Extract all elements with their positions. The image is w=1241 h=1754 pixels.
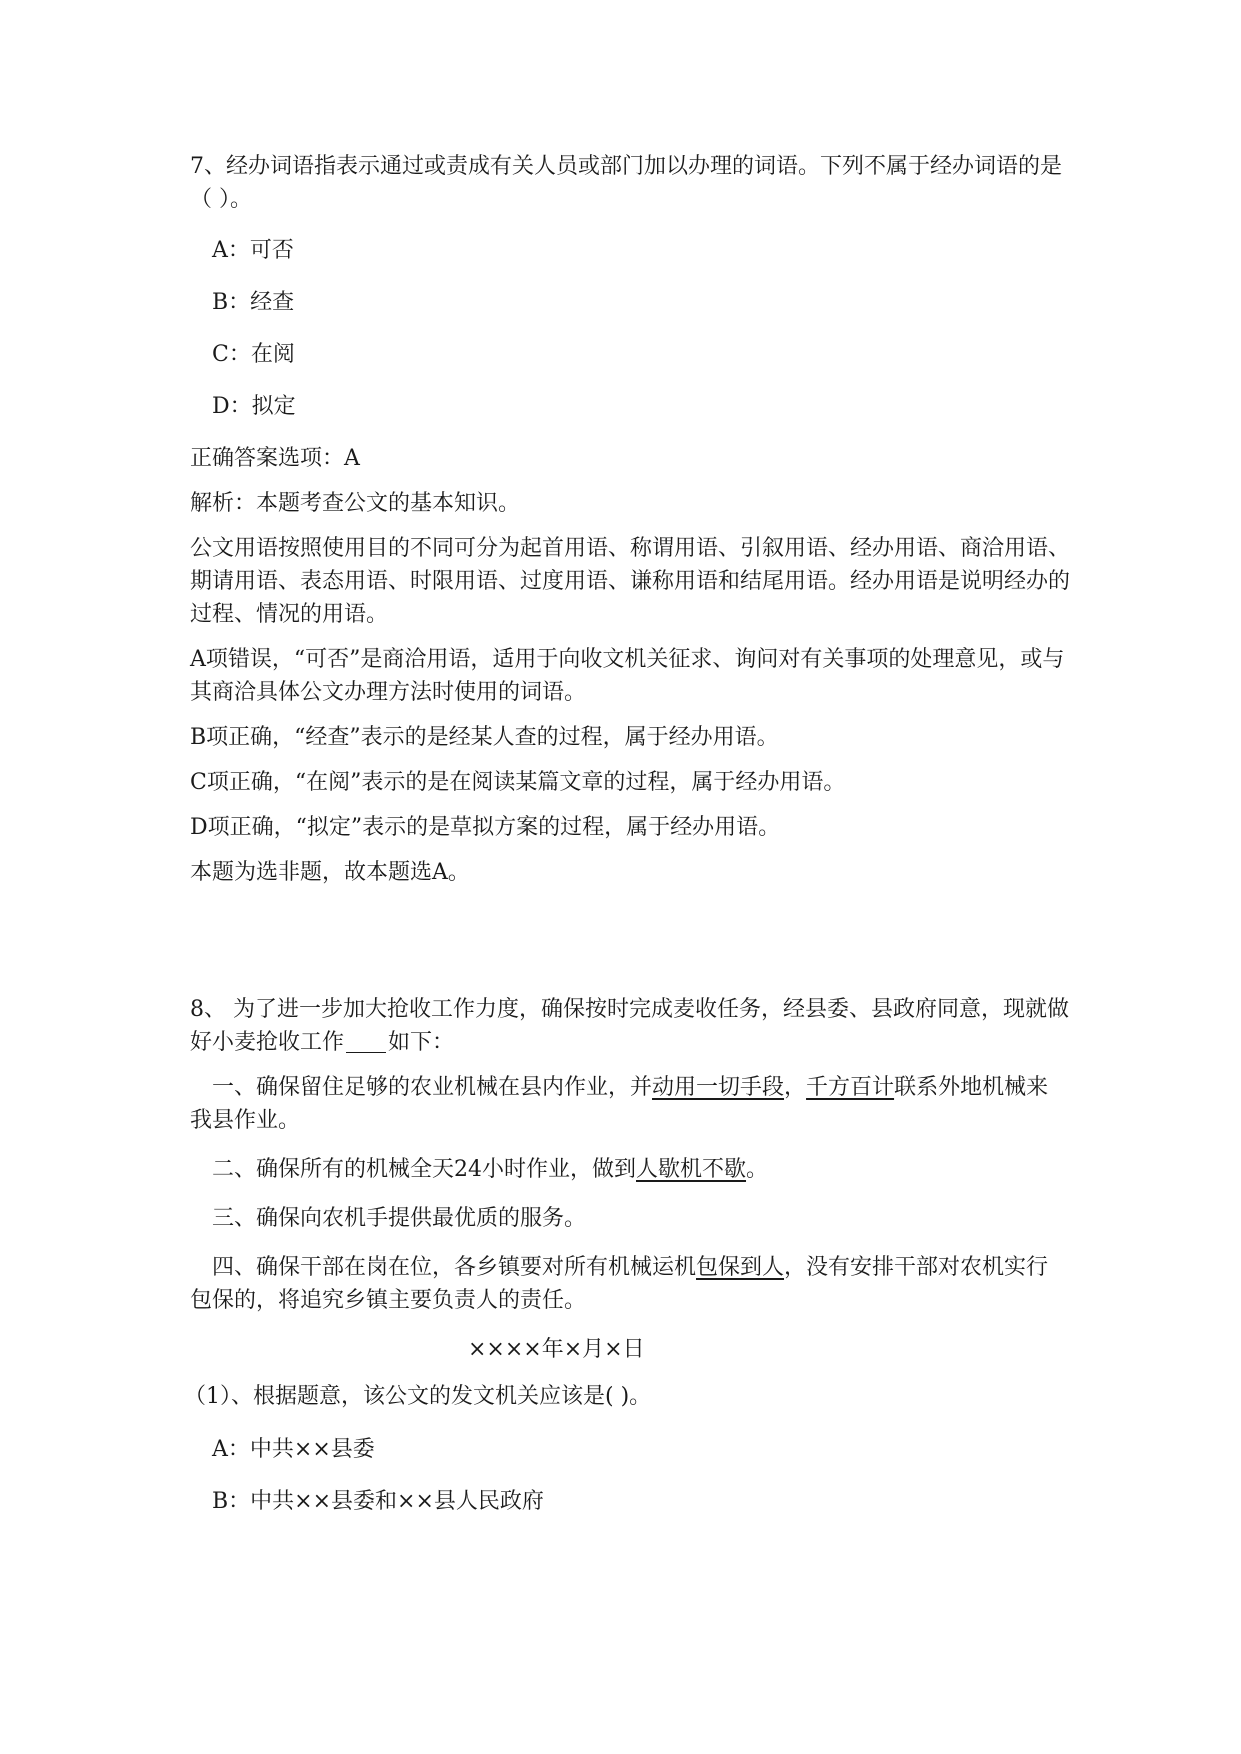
fill-in-blank (346, 1030, 386, 1053)
underlined-phrase: 包保到人 (696, 1255, 785, 1280)
underlined-phrase: 人歇机不歇 (636, 1157, 747, 1182)
question-7-stem: 7、经办词语指表示通过或责成有关人员或部门加以办理的词语。下列不属于经办词语的是（ ）。 (190, 154, 1063, 212)
question-7-option-b: B：经查 (212, 290, 295, 315)
question-7-conclusion: 本题为选非题，故本题选A。 (190, 860, 470, 885)
underlined-phrase: 千方百计 (806, 1075, 895, 1100)
question-8-option-b: B：中共××县委和××县人民政府 (212, 1489, 544, 1514)
question-spacer (190, 901, 1070, 993)
question-7-analysis-paragraph: B项正确，“经查”表示的是经某人查的过程，属于经办用语。 (190, 725, 779, 750)
notice-item-1-text: 联系外地机械来我县作业。 (190, 1075, 1049, 1133)
question-8-stem-text: 8、 为了进一步加大抢收工作力度，确保按时完成麦收任务，经县委、县政府同意，现就做好小麦抢收工作 (190, 997, 1069, 1055)
notice-item-4-text: 四、确保干部在岗在位，各乡镇要对所有机械运机 (212, 1255, 697, 1280)
notice-item-4-text: ，没有安排干部对农机实行包保的，将追究乡镇主要负责人的责任。 (190, 1255, 1049, 1313)
question-8-stem (190, 993, 1070, 1059)
question-7-option-d: D：拟定 (212, 394, 296, 419)
notice-item-2 (190, 1153, 1070, 1186)
question-7-analysis-paragraph: 公文用语按照使用目的不同可分为起首用语、称谓用语、引叙用语、经办用语、商洽用语、期请用语、表态用语、时限用语、过度用语、谦称用语和结尾用语。经办用语是说明经办的过程、情况的用语。 (190, 536, 1071, 627)
notice-item-2-text: 。 (746, 1157, 769, 1182)
question-7-analysis-paragraph: D项正确，“拟定”表示的是草拟方案的过程，属于经办用语。 (190, 815, 781, 840)
question-7-answer: 正确答案选项：A (190, 446, 360, 471)
notice-item-1-text: ， (784, 1075, 807, 1100)
underlined-phrase: 动用一切手段 (652, 1075, 785, 1100)
question-8-option-a: A：中共××县委 (212, 1437, 375, 1462)
question-7-analysis-heading: 解析：本题考查公文的基本知识。 (190, 491, 521, 516)
notice-item-2-text: 二、确保所有的机械全天24小时作业，做到 (212, 1157, 636, 1182)
notice-item-1-text: 一、确保留住足够的农业机械在县内作业，并 (212, 1075, 653, 1100)
question-8-sub-question-1: （1）、根据题意，该公文的发文机关应该是( )。 (184, 1384, 652, 1409)
document-page (184, 150, 1071, 1537)
question-7-analysis-paragraph: C项正确，“在阅”表示的是在阅读某篇文章的过程，属于经办用语。 (190, 770, 846, 795)
question-7-analysis-paragraph: A项错误，“可否”是商洽用语，适用于向收文机关征求、询问对有关事项的处理意见，或与其商洽具体公文办理方法时使用的词语。 (190, 647, 1065, 705)
notice-item-3: 三、确保向农机手提供最优质的服务。 (212, 1206, 587, 1231)
notice-item-4 (190, 1251, 1070, 1317)
notice-date: ××××年×月×日 (468, 1337, 645, 1362)
notice-item-1 (190, 1071, 1070, 1137)
question-7-option-a: A：可否 (212, 238, 294, 263)
question-8-stem-text-end: 如下： (388, 1030, 455, 1055)
question-7-option-c: C：在阅 (212, 342, 295, 367)
